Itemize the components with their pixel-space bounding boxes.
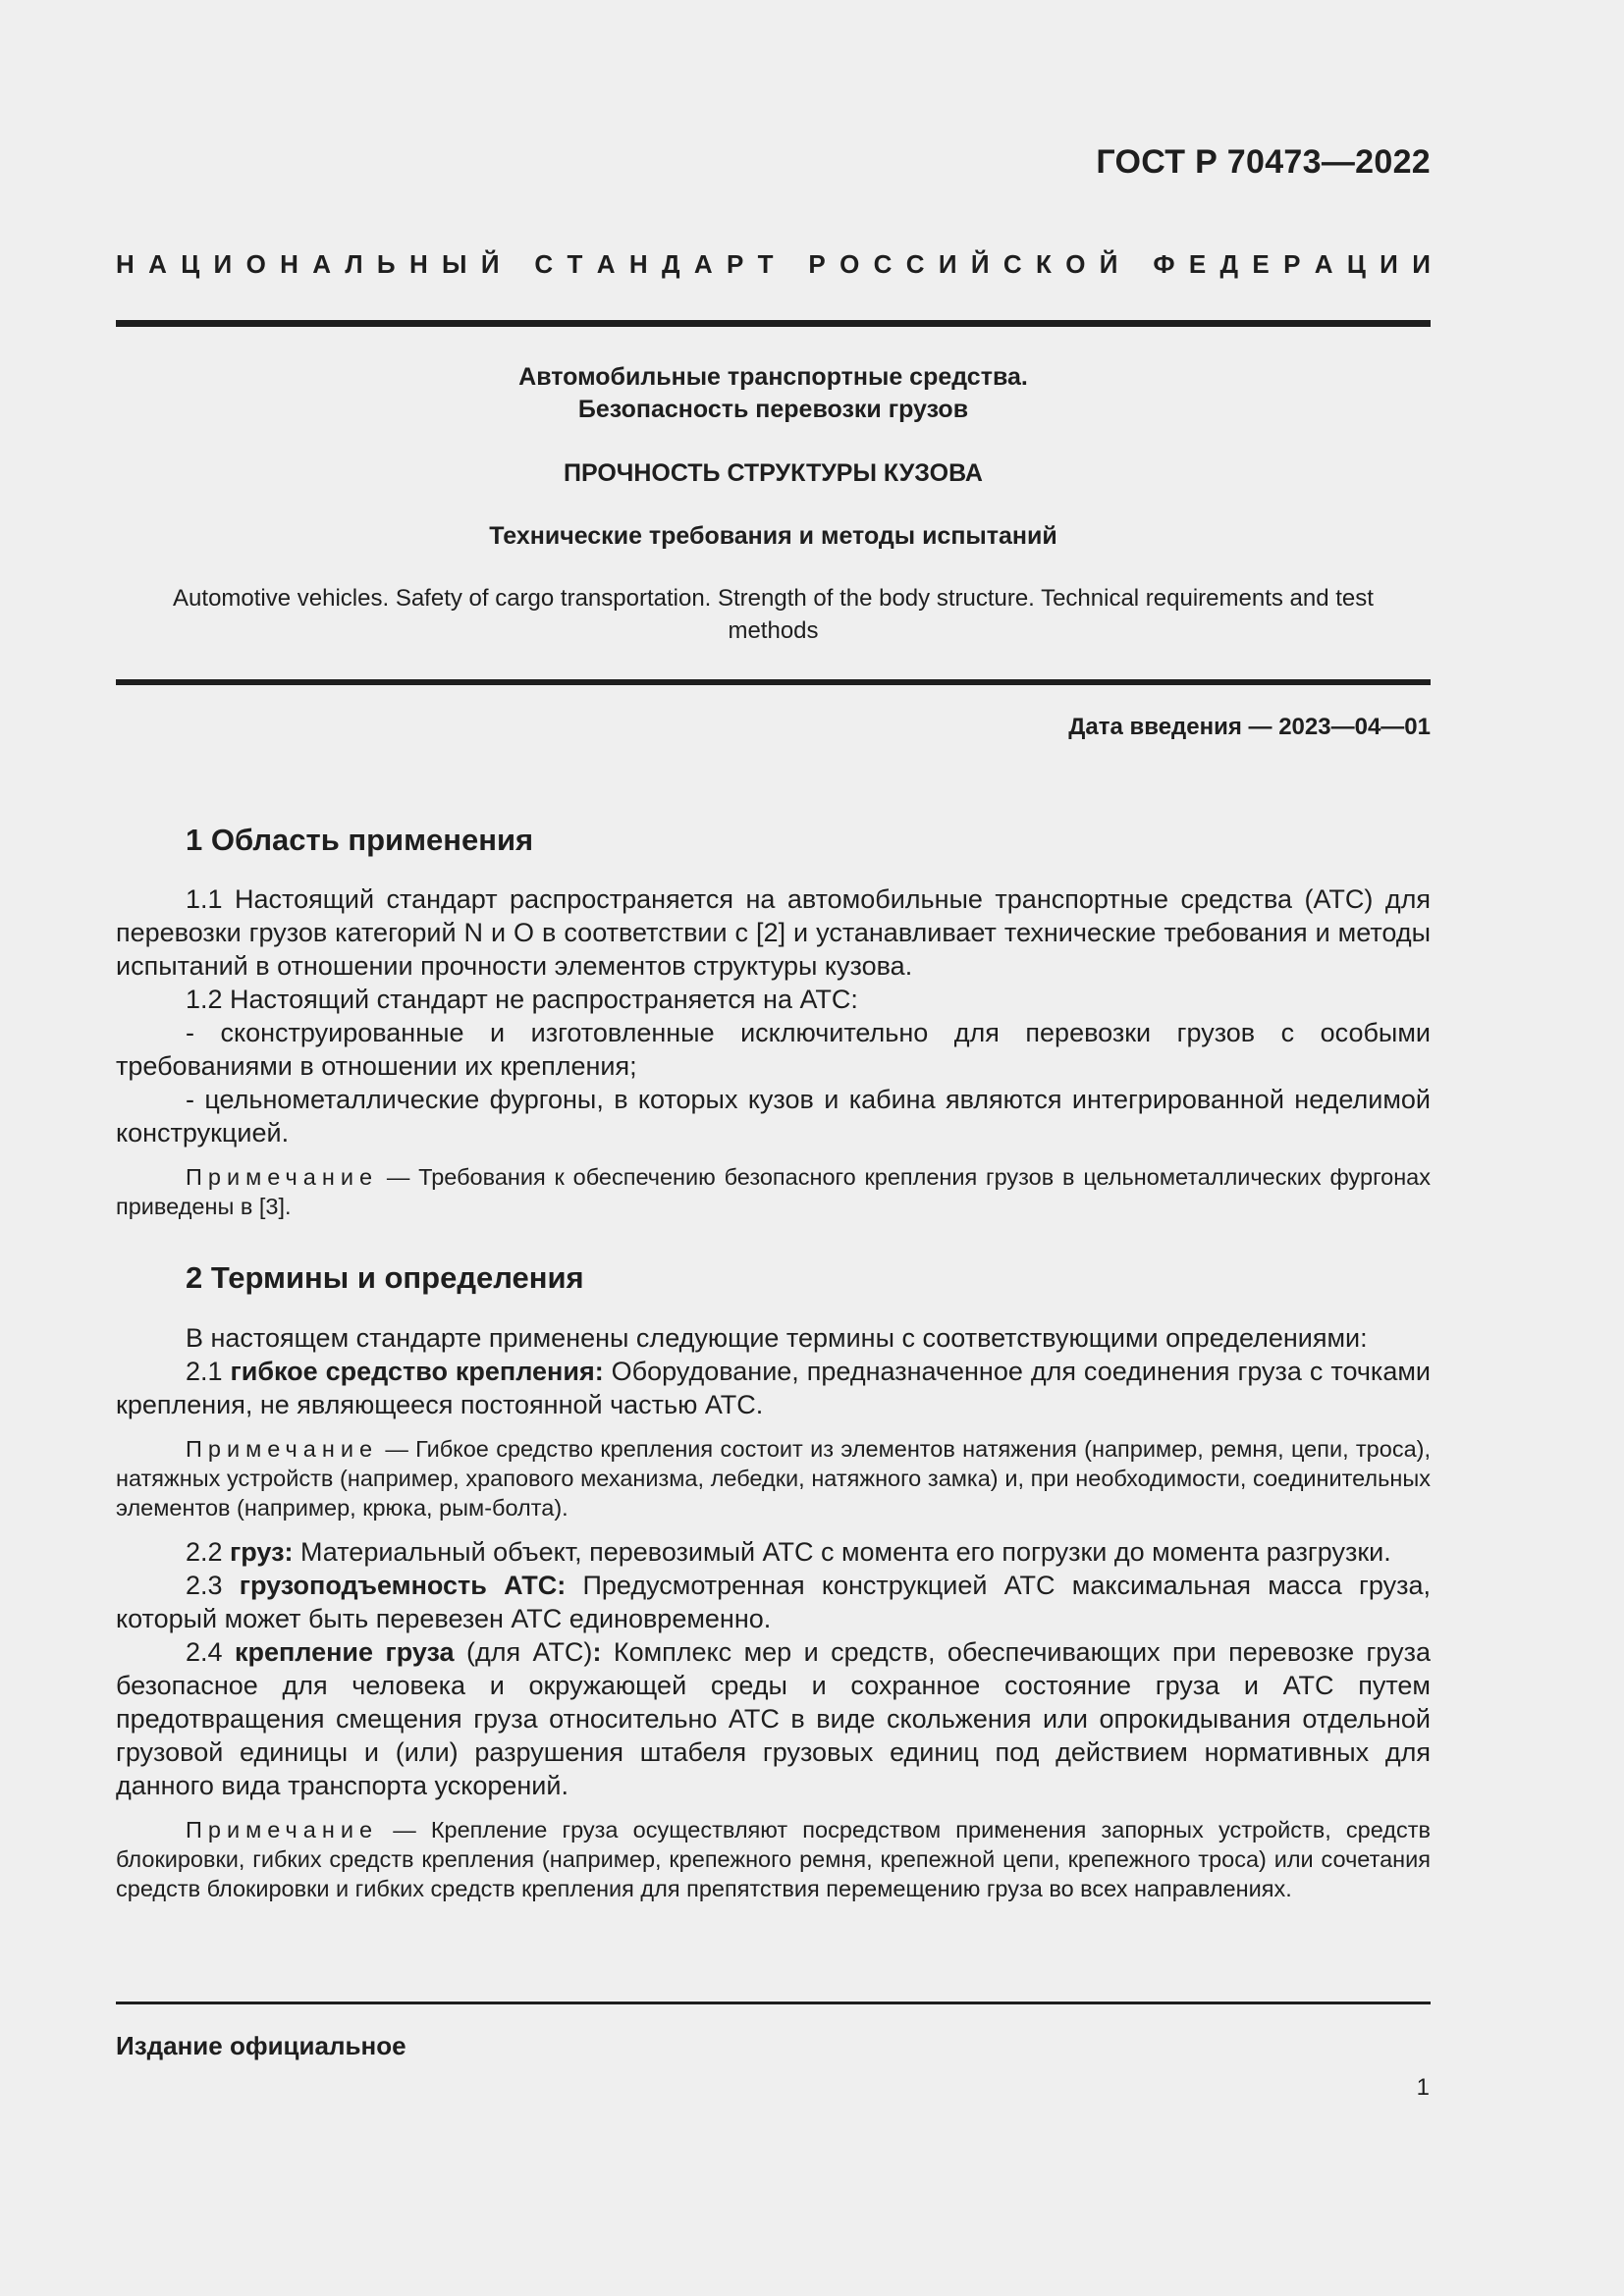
banner-space — [1132, 249, 1139, 280]
term-number: 2.2 — [186, 1537, 231, 1567]
standard-code: ГОСТ Р 70473—2022 — [1096, 143, 1431, 181]
banner-letter: Р — [1283, 249, 1301, 279]
footer-rule — [116, 2002, 1431, 2004]
list-item-2: - цельнометаллические фургоны, в которых кузов и кабина являются интегрированной неделимой конструкцией. — [116, 1085, 1431, 1148]
banner-letter: А — [312, 249, 332, 279]
banner-letter: С — [1002, 249, 1022, 279]
banner-letter: О — [1065, 249, 1086, 279]
banner-letter: И — [1380, 249, 1398, 279]
banner-letter: Н — [116, 249, 135, 279]
note-2-4 — [116, 1815, 1431, 1903]
section-2-heading: 2 Термины и определения — [186, 1260, 584, 1295]
banner-letter: Т — [757, 249, 774, 279]
main-title: ПРОЧНОСТЬ СТРУКТУРЫ КУЗОВА — [564, 459, 983, 487]
banner-letter: Д — [661, 249, 680, 279]
banner-letter: Л — [345, 249, 363, 279]
term-number: 2.4 — [186, 1637, 235, 1667]
note-1 — [116, 1162, 1431, 1221]
banner-letter: А — [148, 249, 167, 279]
banner-letter: Р — [808, 249, 826, 279]
section-2-intro: В настоящем стандарте применены следующие термины с соответствующими определениями: — [186, 1323, 1368, 1353]
banner-letter: К — [1035, 249, 1052, 279]
banner-letter: И — [938, 249, 957, 279]
banner-letter: А — [596, 249, 616, 279]
document-title — [116, 361, 1431, 426]
banner-letter: Р — [726, 249, 744, 279]
term-2-1 — [116, 1355, 1431, 1421]
term-definition: Комплекс мер и средств, обеспечивающих при перевозке груза безопасное для человека и окружающей среды и сохранное состояние груза и АТС путем предотвращения смещения груза относительно АТС в виде скольжения или опрокидывания отдельной грузовой единицы и (или) разрушения штабеля грузовых единиц под действием нормативных для данного вида транспорта ускорений. — [116, 1637, 1431, 1800]
section-2-body — [116, 1321, 1431, 1903]
english-title — [116, 582, 1431, 647]
section-1-body — [116, 882, 1431, 1221]
english-title-line-2: methods — [728, 617, 819, 644]
banner-letter: Т — [567, 249, 583, 279]
term-number: 2.1 — [186, 1357, 231, 1386]
title-line-2: Безопасность перевозки грузов — [577, 396, 969, 423]
term-2-3 — [116, 1569, 1431, 1635]
banner-letter: Й — [1099, 249, 1118, 279]
banner-letter: О — [245, 249, 266, 279]
banner-letter: И — [213, 249, 233, 279]
english-title-line-1: Automotive vehicles. Safety of cargo transportation. Strength of the body structure. Technical requirements and test — [173, 585, 1374, 612]
note-text: — Гибкое средство крепления состоит из элементов натяжения (например, ремня, цепи, троса), натяжных устройств (например, храпового механизма, лебедки, натяжного замка) и, при необходимости, соединительных элементов (например, крюка, рым-болта). — [116, 1436, 1431, 1521]
banner-letter: Ф — [1153, 249, 1175, 279]
banner-letter: Й — [970, 249, 990, 279]
term-name: груз: — [230, 1537, 294, 1567]
banner-letter: А — [693, 249, 713, 279]
banner-space — [514, 249, 520, 280]
term-2-4 — [116, 1635, 1431, 1802]
term-definition: Материальный объект, перевозимый АТС с момента его погрузки до момента разгрузки. — [293, 1537, 1391, 1567]
introduction-date: Дата введения — 2023—04—01 — [1068, 714, 1431, 740]
banner-letter: Ц — [181, 249, 200, 279]
term-name: крепление груза — [234, 1637, 455, 1667]
banner-letter: Ы — [442, 249, 467, 279]
top-rule — [116, 320, 1431, 327]
banner-letter: Е — [1252, 249, 1270, 279]
banner-letter: Ь — [376, 249, 396, 279]
note-label: Примечание — [186, 1817, 379, 1842]
term-colon: : — [592, 1637, 602, 1667]
note-label: Примечание — [186, 1436, 379, 1462]
note-text: — Крепление груза осуществляют посредством применения запорных устройств, средств блокировки, гибких средств крепления (например, крепежного ремня, крепежной цепи, крепежного троса) или сочетания средств блокировки и гибких средств крепления для препятствия перемещению груза во всех направлениях. — [116, 1817, 1431, 1901]
term-definition: Оборудование, предназначенное для соединения груза с точками крепления, не являющееся постоянной частью АТС. — [116, 1357, 1431, 1419]
term-definition: Предусмотренная конструкцией АТС максимальная масса груза, который может быть перевезен АТС единовременно. — [116, 1571, 1431, 1633]
banner-letter: А — [1314, 249, 1333, 279]
clause-1-2: 1.2 Настоящий стандарт не распространяется на АТС: — [186, 985, 858, 1014]
banner-letter: Н — [628, 249, 648, 279]
national-standard-title — [116, 249, 1431, 280]
page-number: 1 — [1416, 2074, 1430, 2101]
banner-letter: С — [534, 249, 554, 279]
banner-letter: Н — [280, 249, 298, 279]
banner-letter: Д — [1219, 249, 1239, 279]
banner-letter: И — [1412, 249, 1431, 279]
term-name: гибкое средство крепления: — [230, 1357, 604, 1386]
section-1-heading: 1 Область применения — [186, 823, 534, 857]
title-bottom-rule — [116, 679, 1431, 685]
term-number: 2.3 — [186, 1571, 240, 1600]
banner-space — [787, 249, 794, 280]
official-edition: Издание официальное — [116, 2031, 406, 2060]
list-item-1: - сконструированные и изготовленные исключительно для перевозки грузов с особыми требованиями в отношении их крепления; — [116, 1018, 1431, 1081]
term-name: грузоподъемность АТС: — [239, 1571, 567, 1600]
banner-letter: Й — [480, 249, 500, 279]
banner-letter: Е — [1188, 249, 1207, 279]
subtitle: Технические требования и методы испытаний — [489, 522, 1057, 550]
banner-letter: С — [873, 249, 893, 279]
term-qualifier: (для АТС) — [454, 1637, 593, 1667]
banner-letter: Н — [408, 249, 428, 279]
note-text: — Требования к обеспечению безопасного крепления грузов в цельнометаллических фургонах приведены в [3]. — [116, 1164, 1431, 1219]
banner-letter: С — [905, 249, 925, 279]
clause-1-1: 1.1 Настоящий стандарт распространяется на автомобильные транспортные средства (АТС) для перевозки грузов категорий N и O в соответствии с [2] и устанавливает технические требования и методы испытаний в отношении прочности элементов структуры кузова. — [116, 884, 1431, 981]
note-label: Примечание — [186, 1164, 379, 1190]
term-2-2 — [116, 1535, 1431, 1569]
note-2-1 — [116, 1434, 1431, 1522]
banner-letter: Ц — [1346, 249, 1366, 279]
banner-letter: О — [839, 249, 860, 279]
title-line-1: Автомобильные транспортные средства. — [518, 363, 1028, 391]
